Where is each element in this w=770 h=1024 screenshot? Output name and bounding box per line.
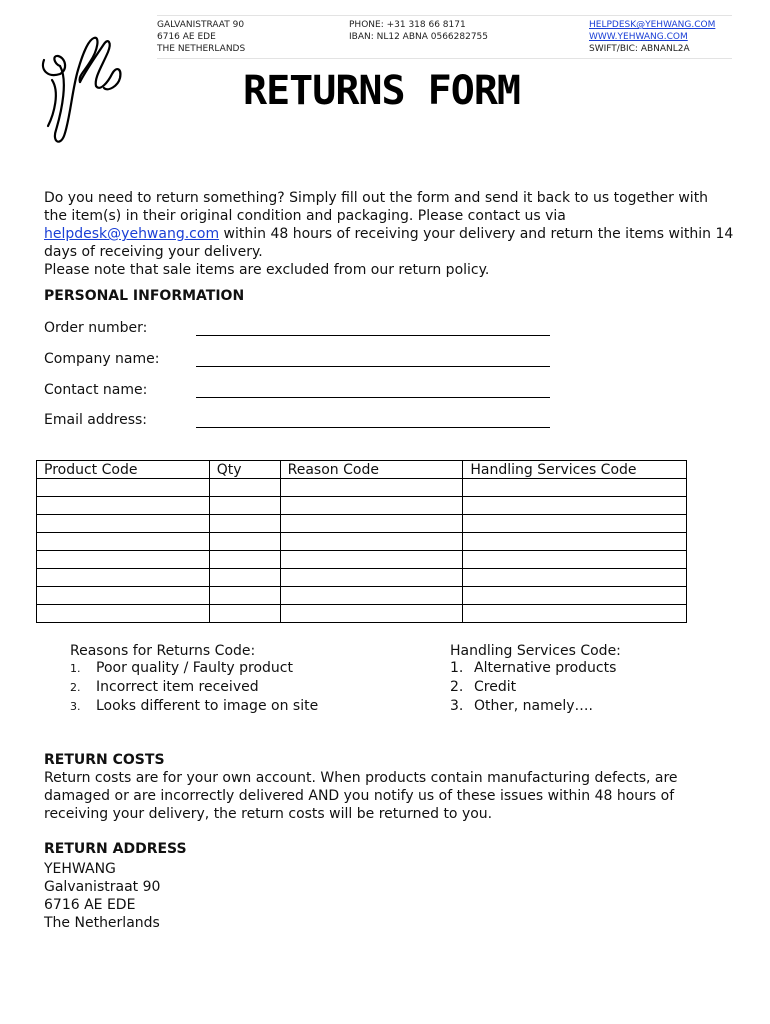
reason-code-cell[interactable] (280, 569, 463, 587)
intro-line: days of receiving your delivery. (44, 244, 263, 260)
intro-line: Do you need to return something? Simply fill out the form and send it back to us together with (44, 190, 709, 206)
address-line: 6716 AE EDE (44, 897, 136, 913)
list-text: Poor quality / Faulty product (96, 660, 293, 676)
product-code-cell[interactable] (37, 569, 210, 587)
list-item (450, 678, 621, 697)
personal-info-heading: PERSONAL INFORMATION (44, 288, 245, 304)
list-number: 3. (450, 698, 464, 714)
address-postal: 6716 AE EDE (157, 32, 216, 42)
list-text: Alternative products (474, 660, 617, 676)
handling-title: Handling Services Code: (450, 643, 621, 659)
return-costs-line: damaged or are incorrectly delivered AND you notify us of these issues within 48 hours of (44, 788, 675, 804)
form-title: RETURNS FORM (243, 68, 520, 114)
table-row (37, 479, 687, 497)
product-code-cell[interactable] (37, 587, 210, 605)
address-street: GALVANISTRAAT 90 (157, 20, 245, 30)
product-code-cell[interactable] (37, 605, 210, 623)
qty-cell[interactable] (209, 551, 280, 569)
table-row (37, 533, 687, 551)
col-reason-code: Reason Code (280, 461, 463, 479)
return-address-heading: RETURN ADDRESS (44, 841, 187, 857)
table-row (37, 551, 687, 569)
product-code-cell[interactable] (37, 533, 210, 551)
contact-name-label: Contact name: (44, 382, 148, 398)
company-phone-bank (349, 19, 488, 43)
list-text: Other, namely…. (474, 698, 593, 714)
return-costs-line: receiving your delivery, the return costs will be returned to you. (44, 806, 493, 822)
reason-code-cell[interactable] (280, 551, 463, 569)
qty-cell[interactable] (209, 605, 280, 623)
table-row (37, 587, 687, 605)
email-address-field[interactable] (196, 427, 550, 428)
phone-number: PHONE: +31 318 66 8171 (349, 20, 466, 30)
qty-cell[interactable] (209, 587, 280, 605)
col-qty: Qty (209, 461, 280, 479)
company-name-field[interactable] (196, 366, 550, 367)
list-text: Credit (474, 679, 517, 695)
table-row (37, 569, 687, 587)
table-body (37, 479, 687, 623)
qty-cell[interactable] (209, 569, 280, 587)
intro-line: Please note that sale items are excluded from our return policy. (44, 262, 490, 278)
table-row (37, 605, 687, 623)
product-code-cell[interactable] (37, 515, 210, 533)
handling-code-cell[interactable] (463, 497, 687, 515)
yehwang-logo (38, 30, 130, 148)
handling-code-cell[interactable] (463, 587, 687, 605)
reasons-title: Reasons for Returns Code: (70, 643, 256, 659)
qty-cell[interactable] (209, 497, 280, 515)
header-bottom-rule (157, 58, 732, 59)
handling-legend (450, 643, 621, 716)
intro-line-rest: within 48 hours of receiving your delivery and return the items within 14 (219, 226, 734, 242)
list-item (70, 678, 318, 697)
return-costs-text (44, 769, 744, 823)
col-product-code: Product Code (37, 461, 210, 479)
intro-paragraph (44, 189, 734, 279)
return-address-block (44, 860, 160, 932)
reason-code-cell[interactable] (280, 497, 463, 515)
company-address (157, 19, 245, 55)
swift-code: SWIFT/BIC: ABNANL2A (589, 44, 690, 54)
list-number: 2. (70, 681, 81, 694)
address-line: The Netherlands (44, 915, 160, 931)
handling-code-cell[interactable] (463, 605, 687, 623)
header-website-link[interactable]: WWW.YEHWANG.COM (589, 32, 688, 42)
return-costs-line: Return costs are for your own account. When products contain manufacturing defects, are (44, 770, 678, 786)
reason-code-cell[interactable] (280, 479, 463, 497)
returns-table (36, 460, 687, 623)
list-number: 2. (450, 679, 464, 695)
intro-line: the item(s) in their original condition and packaging. Please contact us via (44, 208, 566, 224)
qty-cell[interactable] (209, 479, 280, 497)
address-line: Galvanistraat 90 (44, 879, 161, 895)
reason-code-cell[interactable] (280, 605, 463, 623)
handling-code-cell[interactable] (463, 479, 687, 497)
product-code-cell[interactable] (37, 551, 210, 569)
list-item (70, 697, 318, 716)
address-country: THE NETHERLANDS (157, 44, 246, 54)
reason-code-cell[interactable] (280, 515, 463, 533)
list-text: Incorrect item received (96, 679, 259, 695)
intro-line (44, 225, 734, 243)
list-item (450, 659, 621, 678)
handling-code-cell[interactable] (463, 515, 687, 533)
reasons-legend (70, 643, 318, 716)
list-number: 1. (450, 660, 464, 676)
table-header-row (37, 461, 687, 479)
reason-code-cell[interactable] (280, 533, 463, 551)
qty-cell[interactable] (209, 515, 280, 533)
product-code-cell[interactable] (37, 479, 210, 497)
contact-name-field[interactable] (196, 397, 550, 398)
order-number-label: Order number: (44, 320, 148, 336)
list-text: Looks different to image on site (96, 698, 319, 714)
iban: IBAN: NL12 ABNA 0566282755 (349, 32, 489, 42)
return-costs-heading: RETURN COSTS (44, 752, 165, 768)
table-row (37, 497, 687, 515)
order-number-field[interactable] (196, 335, 550, 336)
list-item (450, 697, 621, 716)
email-address-label: Email address: (44, 412, 148, 428)
header-top-rule (157, 15, 732, 16)
header-email-link[interactable]: HELPDESK@YEHWANG.COM (589, 20, 716, 30)
handling-code-cell[interactable] (463, 569, 687, 587)
address-line: YEHWANG (44, 861, 116, 877)
company-online (589, 19, 715, 55)
helpdesk-email-link[interactable]: helpdesk@yehwang.com (44, 226, 220, 242)
col-handling-code: Handling Services Code (463, 461, 687, 479)
product-code-cell[interactable] (37, 497, 210, 515)
list-number: 3. (70, 700, 81, 713)
table-row (37, 515, 687, 533)
list-number: 1. (70, 662, 81, 675)
handling-code-cell[interactable] (463, 551, 687, 569)
reason-code-cell[interactable] (280, 587, 463, 605)
company-name-label: Company name: (44, 351, 160, 367)
qty-cell[interactable] (209, 533, 280, 551)
list-item (70, 659, 318, 678)
handling-code-cell[interactable] (463, 533, 687, 551)
